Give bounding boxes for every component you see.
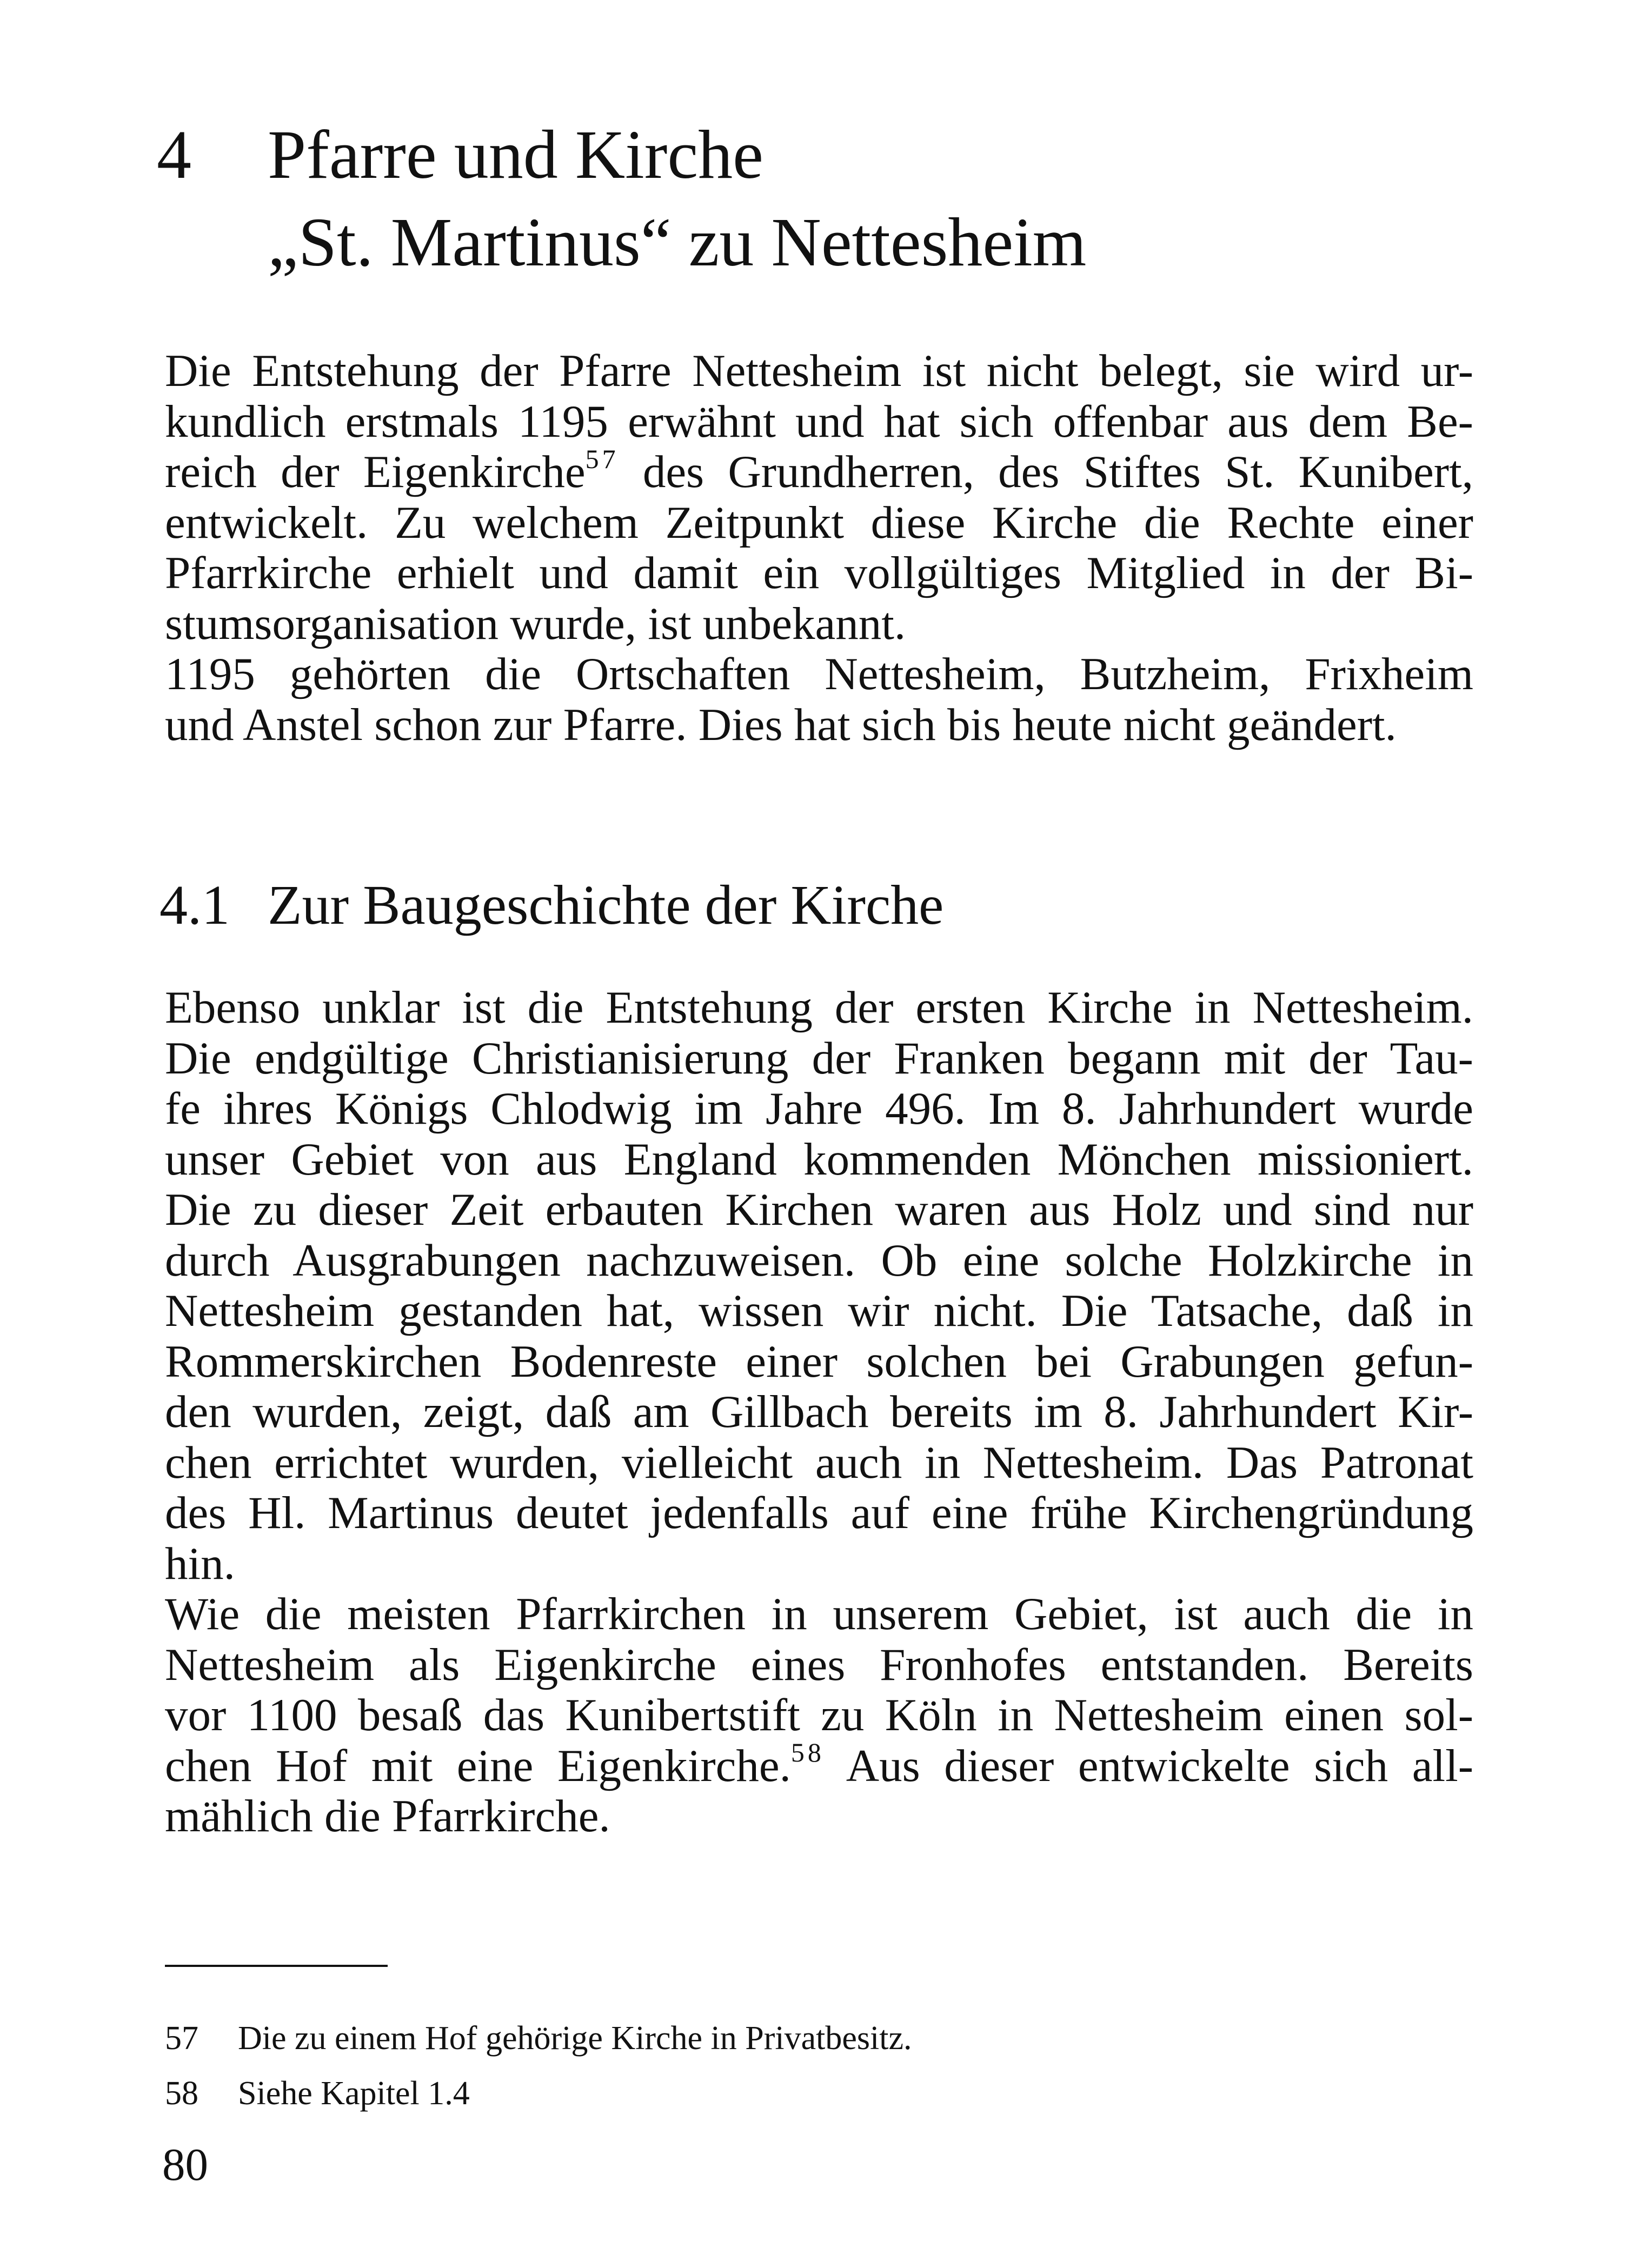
- text-line: [165, 1737, 1473, 1792]
- footnote-text: Siehe Kapitel 1.4: [238, 2075, 470, 2112]
- intro-paragraph-1: [165, 346, 1473, 649]
- footnote: [165, 2066, 912, 2121]
- text-fragment: reich der Eigenkirche: [165, 446, 586, 497]
- text-line: stumsorganisation wurde, ist unbekannt.: [165, 598, 906, 649]
- text-line: Nettesheim als Eigenkirche eines Fronhofes entstanden. Bereits: [165, 1639, 1473, 1690]
- text-line: und Anstel schon zur Pfarre. Dies hat sich bis heute nicht geändert.: [165, 699, 1397, 750]
- page-number: 80: [162, 2139, 208, 2190]
- text-line: des Hl. Martinus deutet jedenfalls auf eine frühe Kirchengründung: [165, 1487, 1473, 1538]
- section-heading: [159, 873, 943, 938]
- section-text: [165, 983, 1473, 1842]
- chapter-title-line: „St. Martinus“ zu Nettesheim: [268, 204, 1087, 281]
- footnote: [165, 2011, 912, 2066]
- text-line: durch Ausgrabungen nachzuweisen. Ob eine solche Holzkirche in: [165, 1235, 1473, 1286]
- footnote-number: 58: [165, 2075, 198, 2112]
- section-number: 4.1: [159, 874, 230, 936]
- text-fragment: Aus dieser entwickelte sich all-: [824, 1740, 1473, 1791]
- text-line: unser Gebiet von aus England kommenden Mönchen missioniert.: [165, 1133, 1473, 1185]
- section-title: Zur Baugeschichte der Kirche: [268, 874, 944, 936]
- footnote-reference: 57: [585, 443, 619, 474]
- section-paragraph-1: [165, 983, 1473, 1589]
- text-line: Pfarrkirche erhielt und damit ein vollgültiges Mitglied in der Bi-: [165, 548, 1473, 598]
- text-line: Die endgültige Christianisierung der Franken begann mit der Tau-: [165, 1032, 1473, 1084]
- footnote-divider: [165, 1965, 388, 1967]
- chapter-title-line: Pfarre und Kirche: [268, 116, 763, 193]
- footnote-text: Die zu einem Hof gehörige Kirche in Privatbesitz.: [238, 2020, 912, 2057]
- text-line: 1195 gehörten die Ortschaften Nettesheim, Butzheim, Frixheim: [165, 649, 1473, 699]
- text-line: Wie die meisten Pfarrkirchen in unserem Gebiet, ist auch die in: [165, 1589, 1473, 1639]
- text-line: Ebenso unklar ist die Entstehung der ersten Kirche in Nettesheim.: [165, 982, 1473, 1033]
- footnotes: [165, 2011, 912, 2121]
- text-fragment: des Grundherren, des Stiftes St. Kunibert,: [619, 446, 1473, 497]
- section-paragraph-2: [165, 1589, 1473, 1842]
- footnote-number: 57: [165, 2020, 198, 2057]
- intro-text: [165, 346, 1473, 750]
- text-line: kundlich erstmals 1195 erwähnt und hat sich offenbar aus dem Be-: [165, 396, 1473, 447]
- text-line: Rommerskirchen Bodenreste einer solchen bei Grabungen gefun-: [165, 1336, 1473, 1387]
- text-line: fe ihres Königs Chlodwig im Jahre 496. Im 8. Jahrhundert wurde: [165, 1083, 1473, 1134]
- text-line: mählich die Pfarrkirche.: [165, 1791, 610, 1842]
- text-line: chen errichtet wurden, vielleicht auch in Nettesheim. Das Patronat: [165, 1437, 1473, 1488]
- chapter-number: 4: [157, 116, 191, 193]
- chapter-title: [268, 111, 1511, 286]
- text-line: vor 1100 besaß das Kunibertstift zu Köln in Nettesheim einen sol-: [165, 1690, 1473, 1740]
- text-line: hin.: [165, 1538, 235, 1589]
- text-line: den wurden, zeigt, daß am Gillbach bereits im 8. Jahrhundert Kir-: [165, 1386, 1473, 1437]
- text-line: Nettesheim gestanden hat, wissen wir nicht. Die Tatsache, daß in: [165, 1285, 1473, 1336]
- text-line: Die Entstehung der Pfarre Nettesheim ist nicht belegt, sie wird ur-: [165, 345, 1473, 396]
- text-line: entwickelt. Zu welchem Zeitpunkt diese Kirche die Rechte einer: [165, 497, 1473, 548]
- text-line: [165, 443, 1473, 498]
- intro-paragraph-2: [165, 649, 1473, 750]
- footnote-reference: 58: [790, 1737, 825, 1768]
- text-fragment: chen Hof mit eine Eigenkirche.: [165, 1740, 791, 1791]
- text-line: Die zu dieser Zeit erbauten Kirchen waren aus Holz und sind nur: [165, 1184, 1473, 1235]
